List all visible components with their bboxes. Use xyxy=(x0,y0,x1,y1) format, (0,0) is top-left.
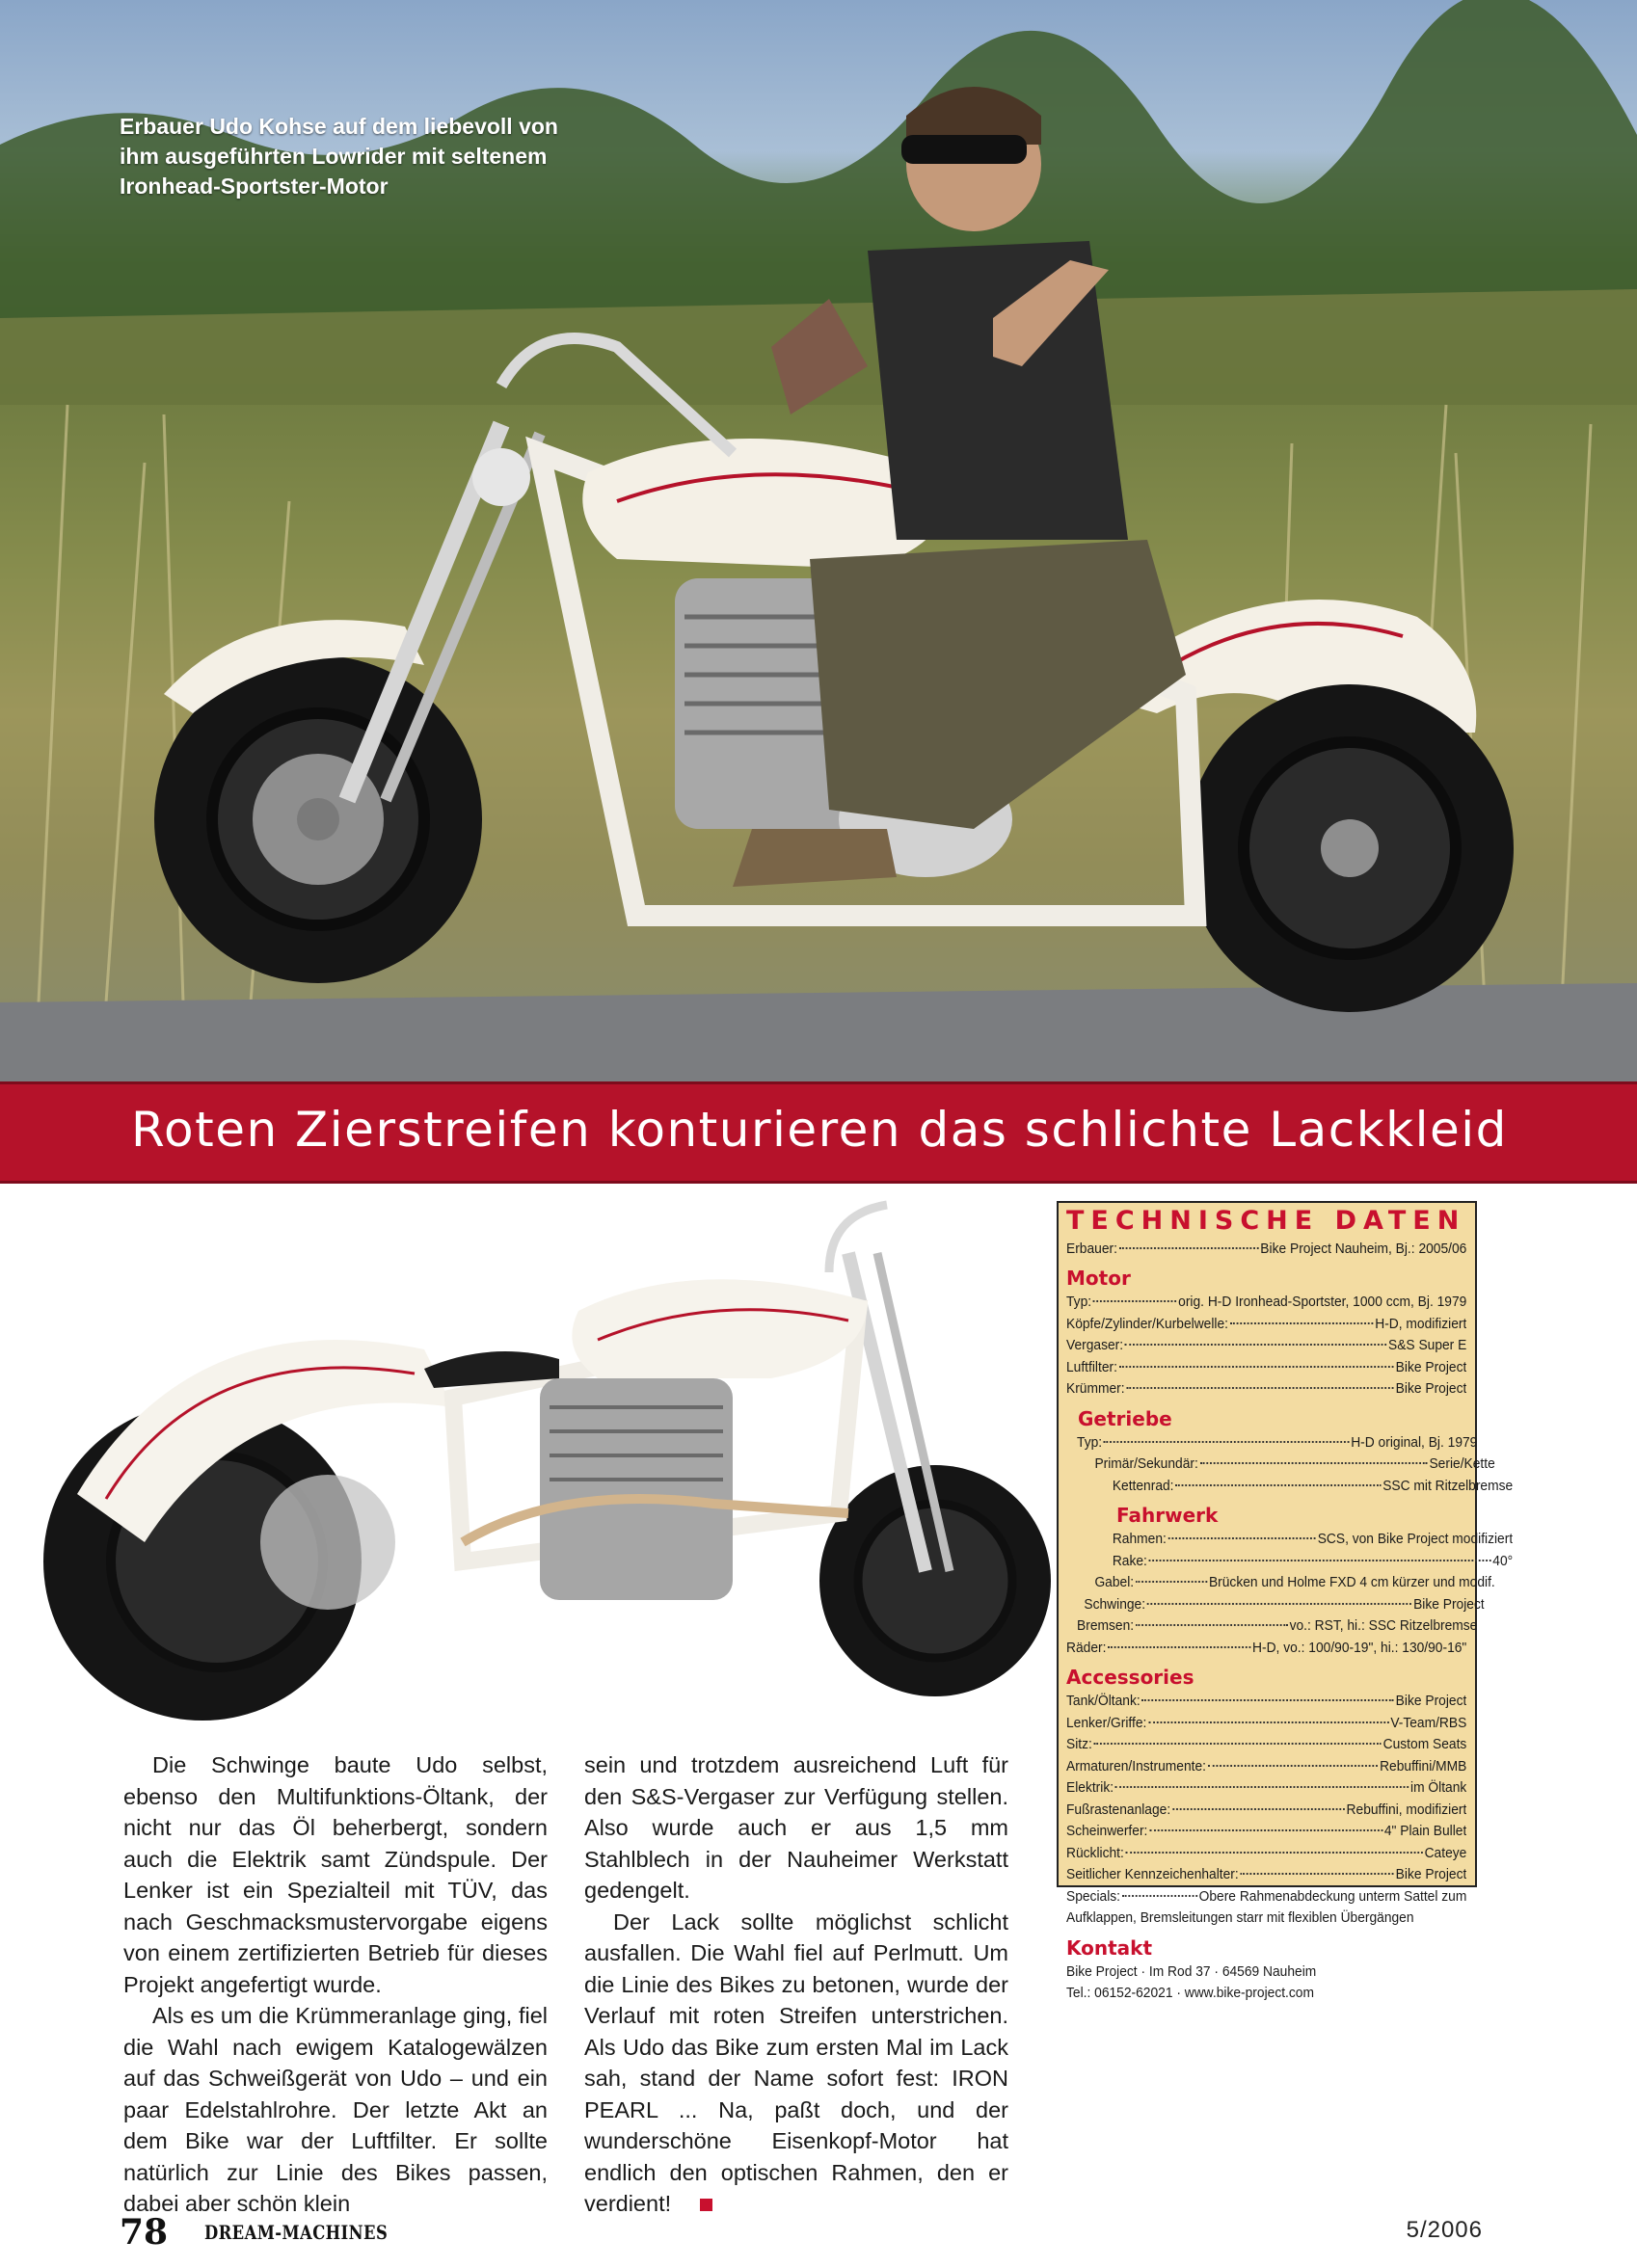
studio-bike-photo xyxy=(39,1195,1051,1730)
magazine-name: DREAM-MACHINES xyxy=(204,2221,389,2244)
spec-row: Rücklicht: Cateye xyxy=(1066,1844,1467,1861)
spec-row: Kettenrad: SSC mit Ritzelbremse xyxy=(1112,1477,1514,1494)
spec-row: Köpfe/Zylinder/Kurbelwelle: H-D, modifiziert xyxy=(1066,1315,1467,1332)
spec-row: Schwinge: Bike Project xyxy=(1084,1595,1485,1613)
headline: Roten Zierstreifen konturieren das schlichte Lackkleid xyxy=(131,1102,1508,1158)
spec-row-builder: Erbauer: Bike Project Nauheim, Bj.: 2005/06 xyxy=(1066,1240,1467,1257)
technical-data-box xyxy=(1057,1201,1514,2001)
spec-row: Typ: H-D original, Bj. 1979 xyxy=(1077,1433,1478,1451)
spec-row: Vergaser: S&S Super E xyxy=(1066,1337,1467,1353)
spec-row: Fußrastenanlage: Rebuffini, modifiziert xyxy=(1066,1801,1467,1818)
spec-row: Rake: 40° xyxy=(1112,1552,1514,1569)
spec-row: Sitz: Custom Seats xyxy=(1066,1736,1467,1752)
contact-phone-web: Tel.: 06152-62021 · www.bike-project.com xyxy=(1066,1985,1314,2001)
spec-row: Tank/Öltank: Bike Project xyxy=(1066,1693,1467,1709)
page-number: 78 xyxy=(120,2212,169,2253)
issue-date: 5/2006 xyxy=(1406,2217,1483,2243)
body-column-2 xyxy=(584,1749,1008,2220)
paragraph-last xyxy=(584,1907,1008,2220)
spec-row: Elektrik: im Öltank xyxy=(1066,1779,1467,1796)
spec-row: Specials: Obere Rahmenabdeckung unterm Sattel zum xyxy=(1066,1887,1467,1905)
spec-row: Bremsen: vo.: RST, hi.: SSC Ritzelbremse xyxy=(1077,1617,1478,1634)
spec-row: Primär/Sekundär: Serie/Kette xyxy=(1094,1455,1495,1472)
end-of-article-mark-icon xyxy=(700,2199,712,2211)
spec-row: Luftfilter: Bike Project xyxy=(1066,1358,1467,1375)
paragraph: sein und trotzdem ausreichend Luft für den S&S-Vergaser zur Verfügung stellen. Also wurde auch er aus 1,5 mm Stahlblech in der Nauheimer Werkstatt gedengelt. xyxy=(584,1752,1008,1903)
spec-section-getriebe: Getriebe xyxy=(1078,1406,1172,1430)
spec-section-accessories: Accessories xyxy=(1066,1666,1194,1689)
paragraph-text: Der Lack sollte möglichst schlicht ausfallen. Die Wahl fiel auf Perlmutt. Um die Linie des Bikes zu betonen, wurde der Verlauf mit roten Streifen unterstrichen. Als Udo das Bike zum ersten Mal im Lack sah, stand der Name sofort fest: IRON PEARL ... Na, paßt doch, und der wunderschöne Eisenkopf-Motor hat endlich den optischen Rahmen, den er verdient! xyxy=(584,1908,1008,2216)
spec-row: Typ: orig. H-D Ironhead-Sportster, 1000 ccm, Bj. 1979 xyxy=(1066,1294,1467,1310)
spec-section-kontakt: Kontakt xyxy=(1066,1935,1153,1960)
specials-continuation: Aufklappen, Bremsleitungen starr mit flexiblen Übergängen xyxy=(1066,1909,1414,1926)
spec-section-motor: Motor xyxy=(1066,1267,1131,1290)
body-column-1 xyxy=(123,1749,548,2220)
spec-row: Seitlicher Kennzeichenhalter: Bike Project xyxy=(1066,1866,1467,1882)
spec-row: Krümmer: Bike Project xyxy=(1066,1380,1467,1397)
spec-row: Räder: H-D, vo.: 100/90-19", hi.: 130/90-16" xyxy=(1066,1639,1467,1656)
photo-caption: Erbauer Udo Kohse auf dem liebevoll von ihm ausgeführten Lowrider mit seltenem Ironhead-Sportster-Motor xyxy=(120,114,558,199)
spec-row: Lenker/Griffe: V-Team/RBS xyxy=(1066,1714,1467,1731)
contact-address: Bike Project · Im Rod 37 · 64569 Nauheim xyxy=(1066,1962,1317,1980)
spec-row: Armaturen/Instrumente: Rebuffini/MMB xyxy=(1066,1757,1467,1774)
spec-row: Scheinwerfer: 4" Plain Bullet xyxy=(1066,1823,1467,1839)
spec-title: TECHNISCHE DATEN xyxy=(1066,1206,1466,1236)
paragraph: Die Schwinge baute Udo selbst, ebenso den Multifunktions-Öltank, der nicht nur das Öl beherbergt, sondern auch die Elektrik samt Zündspule. Der Lenker ist ein Spezialteil mit TÜV, das nach Geschmacksmustervorgabe eigens von einem zertifizierten Betrieb für dieses Projekt angefertigt wurde. xyxy=(123,1752,548,1997)
paragraph: Als es um die Krümmeranlage ging, fiel die Wahl nach ewigem Katalogewälzen auf das Schweißgerät von Udo – und ein paar Edelstahlrohre. Der letzte Akt an dem Bike war der Luftfilter. Er sollte natürlich zur Linie des Bikes passen, dabei aber schön klein xyxy=(123,2003,548,2216)
spec-row: Rahmen: SCS, von Bike Project modifiziert xyxy=(1112,1531,1514,1547)
headline-band xyxy=(0,1081,1637,1184)
spec-row: Gabel: Brücken und Holme FXD 4 cm kürzer und modif. xyxy=(1094,1574,1495,1590)
spec-section-fahrwerk: Fahrwerk xyxy=(1116,1504,1219,1527)
hero-photo xyxy=(0,0,1637,1081)
